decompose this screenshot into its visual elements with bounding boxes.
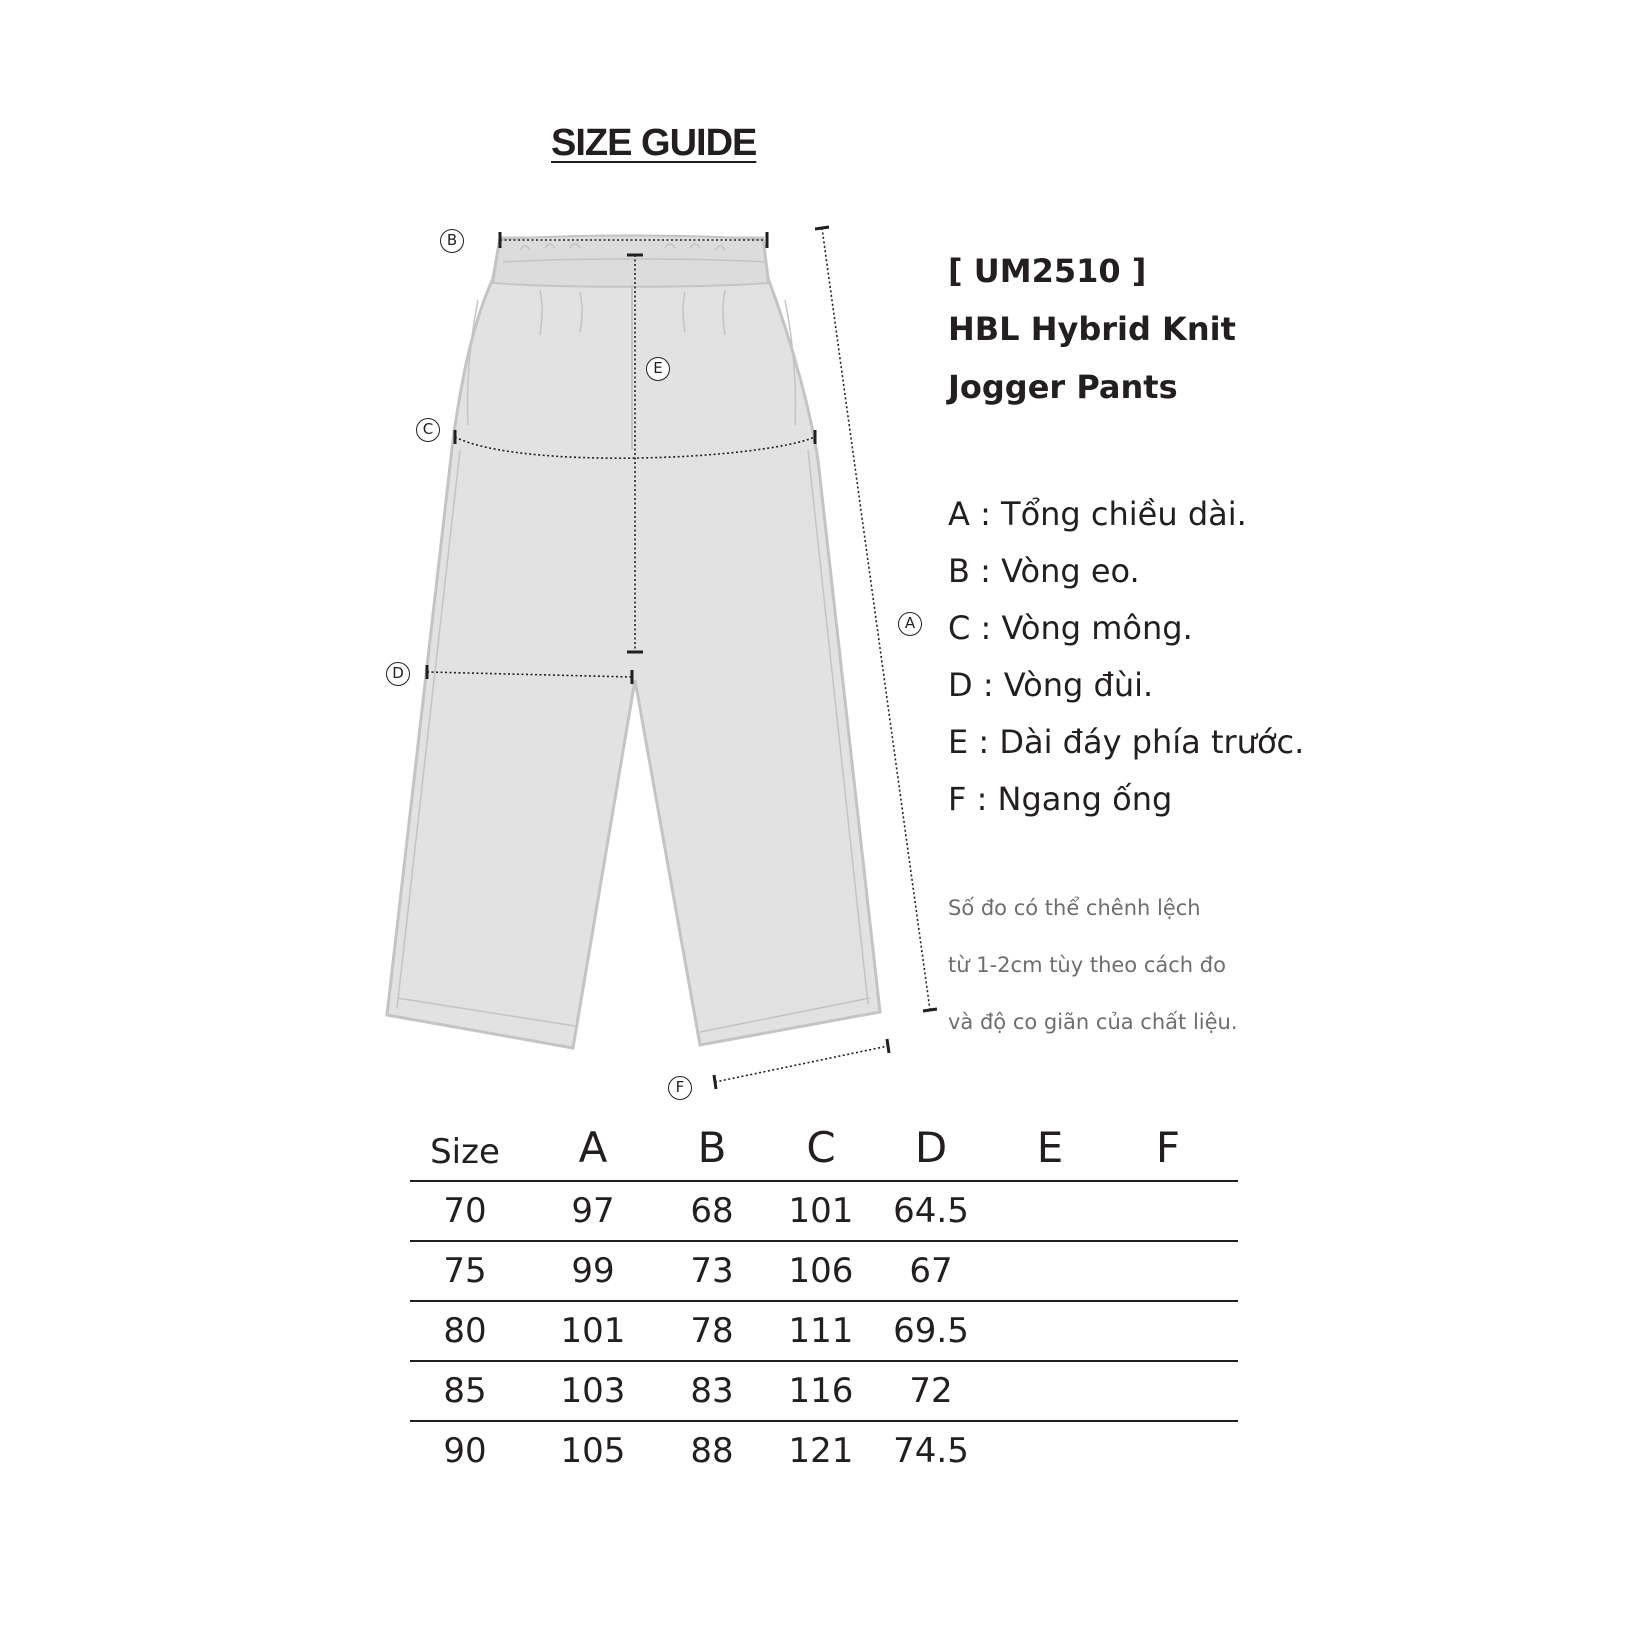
table-row [410,1182,1238,1242]
cell-size: 85 [443,1371,487,1411]
page-title: SIZE GUIDE [551,122,757,164]
measurement-note [948,880,1238,1051]
cell-c: 116 [788,1371,854,1411]
note-line: Số đo có thể chênh lệch [948,896,1201,920]
cell-d: 64.5 [893,1191,969,1231]
legend-item-e: E : Dài đáy phía trước. [948,723,1305,761]
legend-item-b: B : Vòng eo. [948,552,1140,590]
cell-size: 80 [443,1311,487,1351]
marker-e: E [646,357,670,381]
table-row [410,1302,1238,1362]
header-e: E [1036,1123,1064,1172]
header-f: F [1155,1123,1181,1172]
note-line: và độ co giãn của chất liệu. [948,1010,1238,1034]
marker-c: C [416,418,440,442]
cell-size: 90 [443,1431,487,1471]
cell-d: 69.5 [893,1311,969,1351]
product-name-line1: HBL Hybrid Knit [948,310,1236,348]
table-header-row [410,1115,1238,1182]
cell-b: 73 [690,1251,734,1291]
cell-a: 97 [571,1191,615,1231]
table-row [410,1422,1238,1480]
cell-b: 78 [690,1311,734,1351]
cell-d: 74.5 [893,1431,969,1471]
cell-d: 67 [909,1251,953,1291]
header-a: A [578,1123,608,1172]
header-size: Size [430,1132,500,1172]
cell-size: 70 [443,1191,487,1231]
cell-b: 83 [690,1371,734,1411]
product-info [948,242,1236,416]
product-code: [ UM2510 ] [948,252,1147,290]
marker-f: F [668,1076,692,1100]
header-b: B [697,1123,727,1172]
cell-a: 105 [560,1431,626,1471]
measure-f-line [715,1046,888,1082]
table-row [410,1362,1238,1422]
legend-item-a: A : Tổng chiều dài. [948,495,1247,533]
legend-item-c: C : Vòng mông. [948,609,1193,647]
cell-c: 101 [788,1191,854,1231]
legend-item-f: F : Ngang ống [948,780,1173,818]
marker-d: D [386,662,410,686]
size-table [410,1115,1238,1480]
product-name-line2: Jogger Pants [948,368,1178,406]
cell-a: 101 [560,1311,626,1351]
measurement-legend [948,486,1304,828]
cell-a: 103 [560,1371,626,1411]
marker-b: B [440,229,464,253]
cell-a: 99 [571,1251,615,1291]
cell-size: 75 [443,1251,487,1291]
note-line: từ 1-2cm tùy theo cách đo [948,953,1226,977]
header-c: C [806,1123,836,1172]
cell-c: 121 [788,1431,854,1471]
cell-c: 106 [788,1251,854,1291]
header-d: D [914,1123,948,1172]
cell-b: 88 [690,1431,734,1471]
cell-b: 68 [690,1191,734,1231]
marker-a: A [898,612,922,636]
legend-item-d: D : Vòng đùi. [948,666,1154,704]
table-row [410,1242,1238,1302]
cell-d: 72 [909,1371,953,1411]
pants-outline [387,238,880,1048]
cell-c: 111 [788,1311,854,1351]
